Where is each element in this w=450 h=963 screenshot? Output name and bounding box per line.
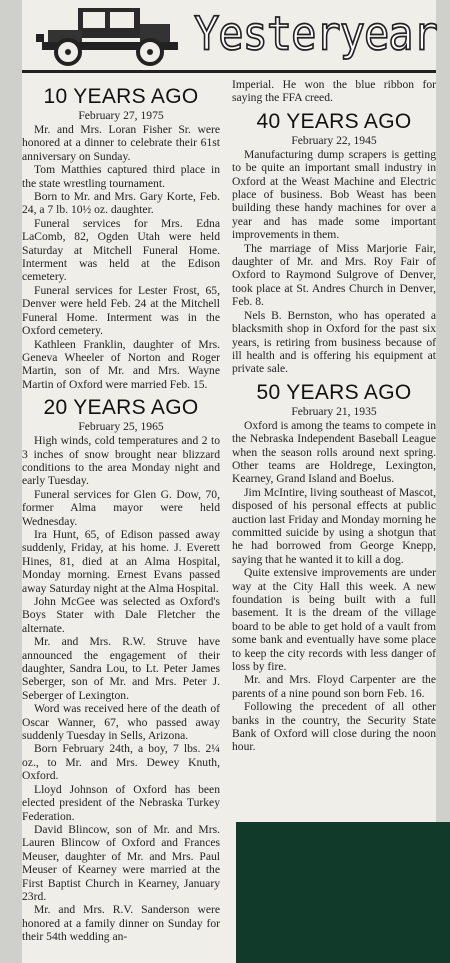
section-20-years-ago <box>22 397 220 943</box>
section-date: February 25, 1965 <box>78 420 164 434</box>
news-item: Oxford is among the teams to compete in the Nebraska Independent Baseball League when the season rolls around next spring. Other teams are Holdrege, Lexington, Kearney, Grand Island and Boelus. <box>232 418 436 486</box>
news-item: Lloyd Johnson of Oxford has been elected president of the Nebraska Turkey Federation. <box>22 782 220 823</box>
news-item: Mr. and Mrs. Floyd Carpenter are the parents of a nine pound son born Feb. 16. <box>232 673 436 700</box>
news-item: Mr. and Mrs. Loran Fisher Sr. were honored at a dinner to celebrate their 61st anniversary on Sunday. <box>22 123 220 163</box>
masthead <box>22 0 436 68</box>
news-item: Born to Mr. and Mrs. Gary Korte, Feb. 24, a 7 lb. 10½ oz. daughter. <box>22 190 220 217</box>
news-item: Quite extensive improvements are under way at the City Hall this week. A new foundation is being built with a full basement. It is the dream of the village board to be able to get hold of a vault from some bank and eventually have some place to keep the city records with less danger of loss by fire. <box>232 566 436 674</box>
background-green-area <box>236 822 450 963</box>
section-heading: 20 YEARS AGO <box>43 396 199 420</box>
news-item: Tom Matthies captured third place in the state wrestling tournament. <box>22 163 220 190</box>
news-item: Mr. and Mrs. R.V. Sanderson were honored at a family dinner on Sunday for their 54th wedding an- <box>22 903 220 944</box>
masthead-title: Yesteryear <box>194 6 437 61</box>
section-10-years-ago <box>22 86 220 391</box>
news-item: Kathleen Franklin, daughter of Mrs. Geneva Wheeler of Norton and Roger Martin, son of Mr. and Mrs. Wayne Martin of Oxford were married Feb. 15. <box>22 337 220 391</box>
news-item: Born February 24th, a boy, 7 lbs. 2¼ oz., to Mr. and Mrs. Dewey Knuth, Oxford. <box>22 742 220 783</box>
news-item: High winds, cold temperatures and 2 to 3 inches of snow brought near blizzard conditions to the area Monday night and early Tuesday. <box>22 434 220 488</box>
section-date: February 27, 1975 <box>78 109 164 122</box>
news-item: Ira Hunt, 65, of Edison passed away suddenly, Friday, at his home. J. Everett Hines, 81, died at an Alma Hospital, Monday morning. Ernest Evans passed away Saturday night at the Alma Hospital. <box>22 527 220 595</box>
section-40-years-ago <box>232 111 436 376</box>
vintage-car-illustration <box>34 4 186 66</box>
news-item: Funeral services for Glen G. Dow, 70, former Alma mayor were held Wednesday. <box>22 487 220 528</box>
left-column <box>22 78 220 944</box>
newspaper-clipping <box>22 0 436 963</box>
news-item-continued: Imperial. He won the blue ribbon for saying the FFA creed. <box>232 78 436 105</box>
news-item: Nels B. Bernston, who has operated a blacksmith shop in Oxford for the past six years, is retiring from business because of ill health and is offering his equipment at private sale. <box>232 308 436 376</box>
masthead-rule <box>22 70 436 73</box>
news-item: Manufacturing dump scrapers is getting to be quite an important small industry in Oxford at the Weast Machine and Electric place of business. Bob Weast has been building these handy machines for over a year and has made some important improvements in them. <box>232 147 436 242</box>
section-heading: 50 YEARS AGO <box>256 380 412 404</box>
section-50-years-ago <box>232 382 436 754</box>
news-item: The marriage of Miss Marjorie Fair, daughter of Mr. and Mrs. Roy Fair of Oxford to Raymond Sulgrove of Denver, took place at St. Andres Church in Denver, Feb. 8. <box>232 241 436 309</box>
section-heading: 10 YEARS AGO <box>43 85 199 108</box>
news-item: Jim McIntire, living southeast of Mascot, disposed of his personal effects at public auction last Friday and Monday morning he committed suicide by using a shotgun that he had borrowed from George Knepp, saying that he wanted it to kill a dog. <box>232 485 436 566</box>
news-item: John McGee was selected as Oxford's Boys Stater with Dale Fletcher the alternate. <box>22 595 220 635</box>
section-date: February 22, 1945 <box>291 133 377 147</box>
section-date: February 21, 1935 <box>291 404 377 418</box>
news-item: Word was received here of the death of Oscar Wanner, 67, who passed away suddenly Tuesday in Sells, Arizona. <box>22 702 220 743</box>
news-item: Funeral services for Mrs. Edna LaComb, 82, Ogden Utah were held Saturday at Mitchell Funeral Home. Interment was held at the Edison cemetery. <box>22 216 220 284</box>
news-item: Funeral services for Lester Frost, 65, Denver were held Feb. 24 at the Mitchell Funeral Home. Interment was in the Oxford cemetery. <box>22 283 220 338</box>
news-item: Mr. and Mrs. R.W. Struve have announced the engagement of their daughter, Sandra Lou, to Lt. Peter James Seberger, son of Mr. and Mrs. Peter J. Seberger of Lexington. <box>22 635 220 702</box>
right-column <box>232 78 436 754</box>
section-heading: 40 YEARS AGO <box>256 109 412 133</box>
news-item: David Blincow, son of Mr. and Mrs. Lauren Blincow of Oxford and Frances Meuser, daughter of Mr. and Mrs. Paul Meuser of Kearney were married at the First Baptist Church in Kearney, January 23rd. <box>22 822 220 903</box>
news-item: Following the precedent of all other banks in the country, the Security State Bank of Oxford will close during the noon hour. <box>232 700 436 754</box>
